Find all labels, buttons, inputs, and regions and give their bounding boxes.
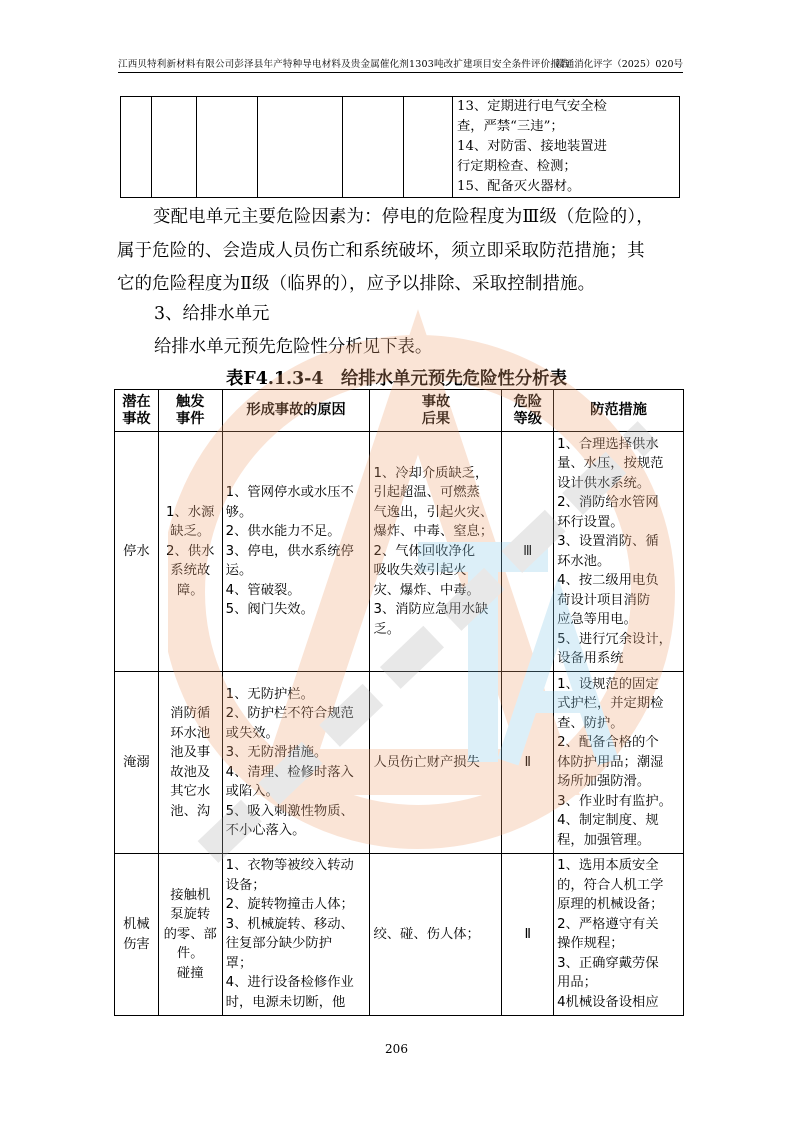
cell-consequence: 1、冷却介质缺乏， 引起超温、可燃蒸 气逸出，引起火灾、 爆炸、中毒、窒息； 2、气体回收净化 吸收失效引起火 灾、爆炸、中毒。 3、消防应急用水缺 乏。 [370, 432, 502, 672]
header-measures: 防范措施 [554, 390, 684, 432]
page-header [118, 52, 683, 73]
header-consequence: 事故 后果 [370, 390, 502, 432]
table-row [115, 854, 684, 1016]
cell-measures: 1、选用本质安全 的，符合人机工学 原理的机械设备； 2、严格遵守有关 操作规程； 3、正确穿戴劳保 用品； 4机械设备设相应 [554, 854, 684, 1016]
cell-measures: 1、合理选择供水 量、水压，按规范 设计供水系统。 2、消防给水管网 环行设置。 3、设置消防、循 环水池。 4、按二级用电负 荷设计项目消防 应急等用电。 5、进行冗余设计， 设备用系统 [554, 432, 684, 672]
cell-cause: 1、无防护栏。 2、防护栏不符合规范 或失效。 3、无防滑措施。 4、清理、检修时落入 或陷入。 5、吸入刺激性物质、 不小心落入。 [222, 672, 370, 854]
cell-level: Ⅱ [502, 672, 554, 854]
header-level: 危险 等级 [502, 390, 554, 432]
cell-accident: 淹溺 [115, 672, 159, 854]
cell-cause: 1、管网停水或水压不 够。 2、供水能力不足。 3、停电，供水系统停 运。 4、管破裂。 5、阀门失效。 [222, 432, 370, 672]
header-report-title: 江西贝特利新材料有限公司彭泽县年产特种导电材料及贵金属催化剂1303吨改扩建项目安全条件评价报告 [118, 59, 570, 70]
measures-continued-cell: 13、定期进行电气安全检 查，严禁“三违”； 14、对防雷、接地装置进 行定期检查、检测； 15、配备灭火器材。 [453, 97, 680, 198]
header-accident: 潜在 事故 [115, 390, 159, 432]
cell-cause: 1、衣物等被绞入转动 设备； 2、旋转物撞击人体； 3、机械旋转、移动、 往复部分缺少防护 罩； 4、进行设备检修作业 时，电源未切断，他 [222, 854, 370, 1016]
cell-trigger: 消防循 环水池 池及事 故池及 其它水 池、沟 [158, 672, 222, 854]
cell-accident: 机械 伤害 [115, 854, 159, 1016]
intro-text: 给排水单元预先危险性分析见下表。 [154, 337, 433, 357]
cell-level: Ⅱ [502, 854, 554, 1016]
header-cause: 形成事故的原因 [222, 390, 370, 432]
header-report-number: 赣通消化评字（2025）020号 [555, 59, 683, 70]
table-header-row [115, 390, 684, 432]
table-row [115, 432, 684, 672]
cell-trigger: 接触机 泵旋转 的零、部 件。 碰撞 [158, 854, 222, 1016]
hazard-analysis-table [114, 389, 684, 1016]
cell-measures: 1、设规范的固定 式护栏，并定期检 查、防护。 2、配备合格的个 体防护用品；潮湿 场所加强防滑。 3、作业时有监护。 4、制定制度、规 程，加强管理。 [554, 672, 684, 854]
summary-paragraph: 变配电单元主要危险因素为：停电的危险程度为Ⅲ级（危险的）， 属于危险的、会造成人员伤亡和系统破坏，须立即采取防范措施；其 它的危险程度为Ⅱ级（临界的），应予以排除、采取控制措施。 [117, 207, 654, 295]
cell-consequence: 绞、碰、伤人体； [370, 854, 502, 1016]
cell-accident: 停水 [115, 432, 159, 672]
cell-level: Ⅲ [502, 432, 554, 672]
page-number: 206 [385, 1042, 408, 1056]
cell-consequence: 人员伤亡财产损失 [370, 672, 502, 854]
previous-table-continuation [120, 96, 680, 198]
table-row [115, 672, 684, 854]
table-caption: 表F4.1.3-4 给排水单元预先危险性分析表 [226, 369, 567, 389]
header-trigger: 触发 事件 [158, 390, 222, 432]
section-title: 3、给排水单元 [154, 304, 270, 324]
cell-trigger: 1、水源 缺乏。 2、供水 系统故 障。 [158, 432, 222, 672]
